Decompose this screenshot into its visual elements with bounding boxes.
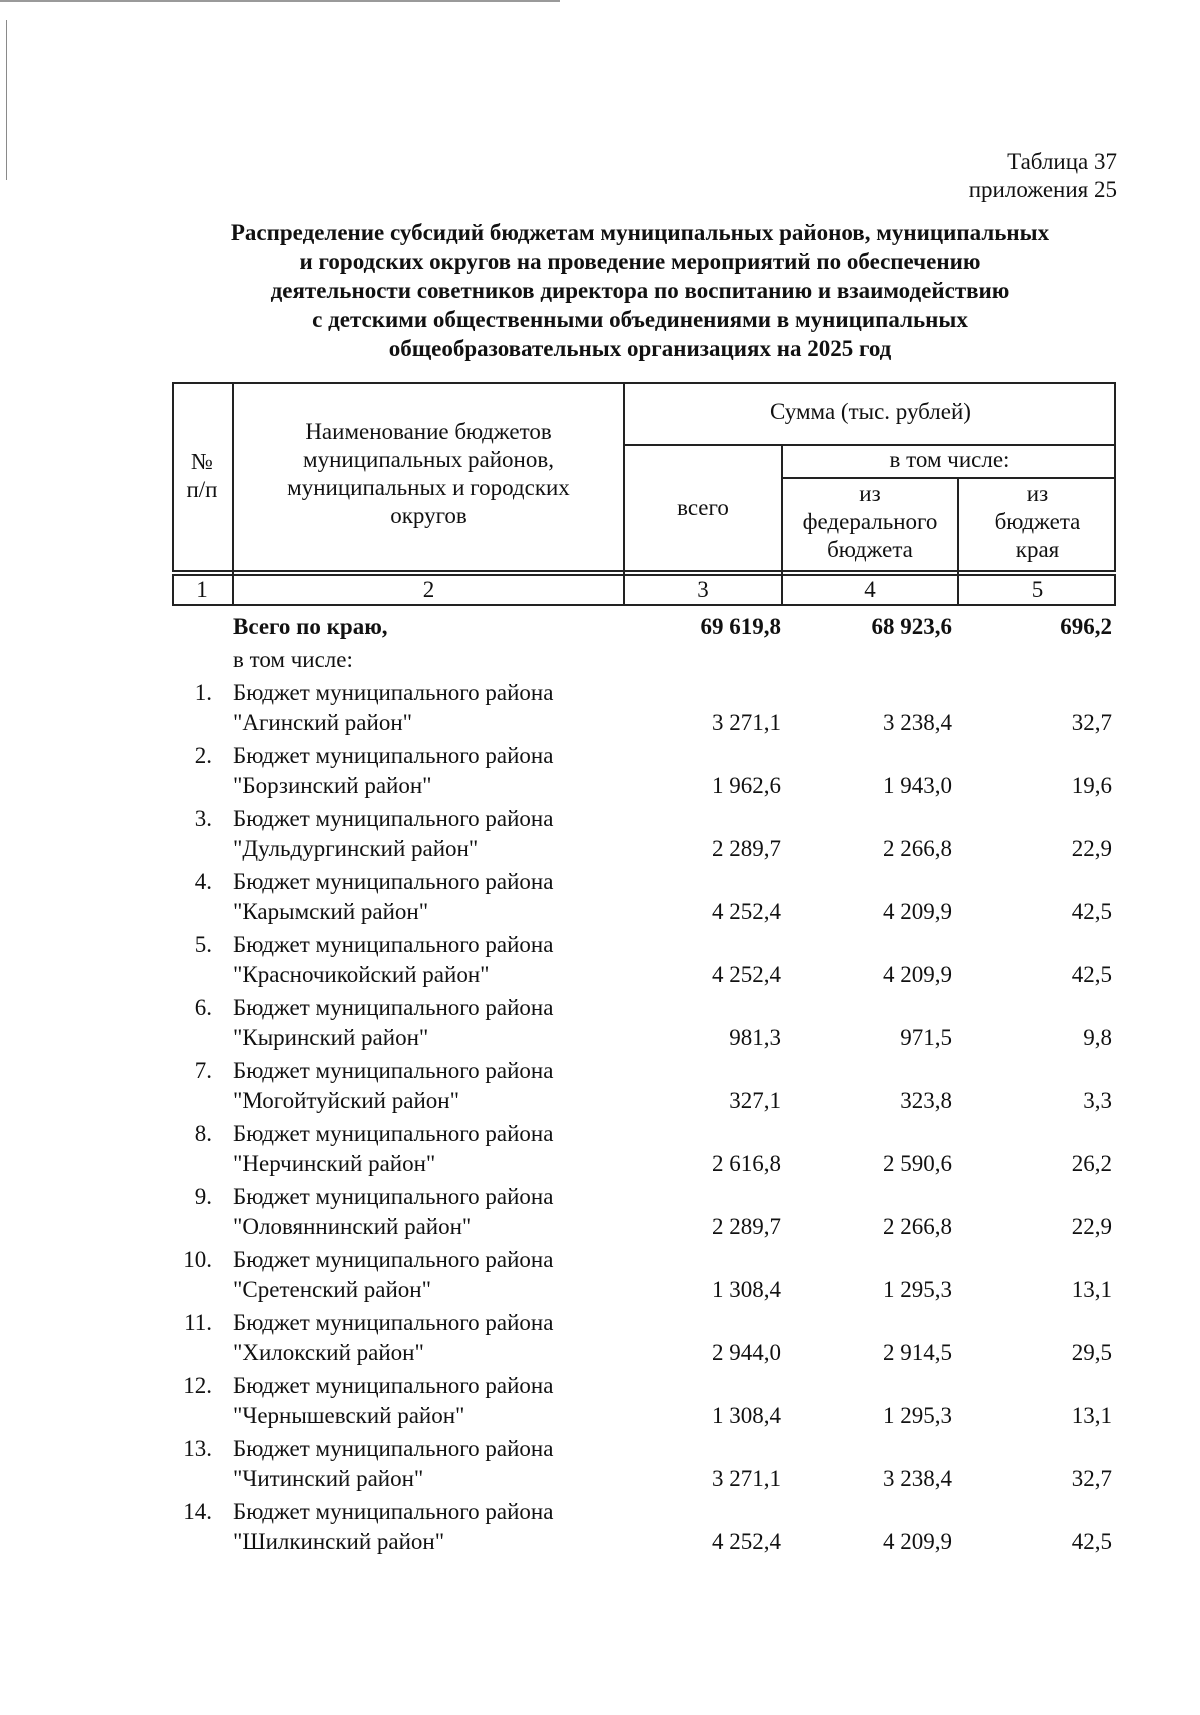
row-federal: 1 295,3	[883, 1277, 952, 1302]
row-name-line2: "Нерчинский район"	[233, 1151, 436, 1176]
row-name-line2: "Оловяннинский район"	[233, 1214, 472, 1239]
row-total: 2 944,0	[712, 1340, 781, 1365]
row-federal: 3 238,4	[883, 710, 952, 735]
row-number: 13.	[183, 1436, 212, 1461]
row-total: 327,1	[729, 1088, 781, 1113]
row-regional: 3,3	[1083, 1088, 1112, 1113]
row-number: 5.	[194, 932, 212, 957]
total-label: Всего по краю,	[233, 614, 388, 639]
row-total: 3 271,1	[712, 1466, 781, 1491]
row-total: 2 289,7	[712, 836, 781, 861]
row-federal: 2 266,8	[883, 1214, 952, 1239]
col-total-header: всего	[677, 495, 729, 520]
col-regional-header: из бюджета края	[994, 481, 1081, 562]
row-name-line1: Бюджет муниципального района	[233, 680, 554, 705]
row-number: 3.	[194, 806, 212, 831]
row-regional: 26,2	[1071, 1151, 1112, 1176]
row-name-line2: "Агинский район"	[233, 710, 413, 735]
row-number: 14.	[183, 1499, 212, 1524]
row-name-line1: Бюджет муниципального района	[233, 1184, 554, 1209]
row-name-line2: "Читинский район"	[233, 1466, 424, 1491]
title-line: и городских округов на проведение мероприятий по обеспечению	[299, 249, 981, 274]
row-number: 11.	[184, 1310, 212, 1335]
appendix-label: приложения 25	[968, 177, 1117, 202]
row-total: 1 308,4	[712, 1277, 781, 1302]
col-number-5: 5	[1031, 577, 1044, 602]
row-number: 9.	[194, 1184, 212, 1209]
title-line: деятельности советников директора по воспитанию и взаимодействию	[270, 278, 1010, 303]
row-name-line2: "Шилкинский район"	[233, 1529, 445, 1554]
row-regional: 13,1	[1071, 1403, 1112, 1428]
row-name-line1: Бюджет муниципального района	[233, 1121, 554, 1146]
row-name-line2: "Сретенский район"	[233, 1277, 431, 1302]
row-regional: 29,5	[1071, 1340, 1112, 1365]
row-federal: 1 943,0	[883, 773, 952, 798]
row-number: 10.	[183, 1247, 212, 1272]
table-label: Таблица 37	[1007, 149, 1117, 174]
row-total: 1 962,6	[712, 773, 781, 798]
scan-artifact-left	[6, 20, 7, 180]
row-number: 2.	[194, 743, 212, 768]
row-regional: 42,5	[1071, 962, 1112, 987]
row-total: 3 271,1	[712, 710, 781, 735]
row-name-line1: Бюджет муниципального района	[233, 932, 554, 957]
col-name-header: Наименование бюджетов муниципальных районов, муниципальных и городских округов	[287, 419, 570, 528]
row-federal: 3 238,4	[883, 1466, 952, 1491]
title-line: с детскими общественными объединениями в муниципальных	[312, 307, 968, 332]
total-federal: 68 923,6	[871, 614, 952, 639]
col-number-1: 1	[196, 577, 208, 602]
col-number-3: 3	[697, 577, 709, 602]
row-divider	[781, 477, 1116, 479]
row-name-line2: "Красночикойский район"	[233, 962, 490, 987]
row-regional: 32,7	[1071, 1466, 1112, 1491]
row-regional: 19,6	[1071, 773, 1112, 798]
row-federal: 4 209,9	[883, 1529, 952, 1554]
col-federal-header: из федерального бюджета	[802, 481, 938, 562]
table-header	[172, 382, 1116, 606]
row-name-line1: Бюджет муниципального района	[233, 1058, 554, 1083]
row-federal: 971,5	[900, 1025, 952, 1050]
row-name-line1: Бюджет муниципального района	[233, 743, 554, 768]
total-regional: 696,2	[1060, 614, 1112, 639]
col-num-header: № п/п	[186, 449, 218, 502]
col-including-header: в том числе:	[889, 447, 1010, 472]
row-name-line2: "Дульдургинский район"	[233, 836, 479, 861]
scan-artifact-top	[0, 0, 560, 2]
row-name-line2: "Карымский район"	[233, 899, 429, 924]
row-total: 2 616,8	[712, 1151, 781, 1176]
row-federal: 2 590,6	[883, 1151, 952, 1176]
row-total: 4 252,4	[712, 962, 781, 987]
row-name-line2: "Чернышевский район"	[233, 1403, 465, 1428]
row-regional: 9,8	[1083, 1025, 1112, 1050]
row-federal: 2 914,5	[883, 1340, 952, 1365]
row-name-line2: "Хилокский район"	[233, 1340, 424, 1365]
col-sum-header: Сумма (тыс. рублей)	[770, 399, 971, 424]
row-federal: 4 209,9	[883, 899, 952, 924]
row-regional: 42,5	[1071, 899, 1112, 924]
row-name-line1: Бюджет муниципального района	[233, 1373, 554, 1398]
row-number: 6.	[194, 995, 212, 1020]
row-regional: 22,9	[1071, 1214, 1112, 1239]
row-name-line1: Бюджет муниципального района	[233, 1436, 554, 1461]
title-line: общеобразовательных организациях на 2025 год	[388, 336, 892, 361]
row-total: 1 308,4	[712, 1403, 781, 1428]
row-name-line2: "Могойтуйский район"	[233, 1088, 459, 1113]
row-regional: 13,1	[1071, 1277, 1112, 1302]
row-number: 4.	[194, 869, 212, 894]
row-total: 4 252,4	[712, 899, 781, 924]
row-number: 1.	[194, 680, 212, 705]
row-name-line1: Бюджет муниципального района	[233, 869, 554, 894]
row-regional: 42,5	[1071, 1529, 1112, 1554]
title-line: Распределение субсидий бюджетам муниципальных районов, муниципальных	[230, 220, 1050, 245]
row-federal: 2 266,8	[883, 836, 952, 861]
row-federal: 1 295,3	[883, 1403, 952, 1428]
row-total: 981,3	[729, 1025, 781, 1050]
row-name-line1: Бюджет муниципального района	[233, 1499, 554, 1524]
row-name-line1: Бюджет муниципального района	[233, 806, 554, 831]
total-sublabel: в том числе:	[233, 647, 353, 672]
document-title	[160, 218, 1120, 363]
row-total: 2 289,7	[712, 1214, 781, 1239]
row-name-line1: Бюджет муниципального района	[233, 995, 554, 1020]
row-name-line2: "Борзинский район"	[233, 773, 432, 798]
row-total: 4 252,4	[712, 1529, 781, 1554]
row-number: 12.	[183, 1373, 212, 1398]
row-federal: 323,8	[900, 1088, 952, 1113]
row-name-line1: Бюджет муниципального района	[233, 1310, 554, 1335]
row-federal: 4 209,9	[883, 962, 952, 987]
row-number: 7.	[194, 1058, 212, 1083]
row-regional: 22,9	[1071, 836, 1112, 861]
row-name-line1: Бюджет муниципального района	[233, 1247, 554, 1272]
row-number: 8.	[194, 1121, 212, 1146]
row-name-line2: "Кыринский район"	[233, 1025, 429, 1050]
total-sum: 69 619,8	[700, 614, 781, 639]
col-number-2: 2	[422, 577, 435, 602]
row-regional: 32,7	[1071, 710, 1112, 735]
col-number-4: 4	[864, 577, 876, 602]
